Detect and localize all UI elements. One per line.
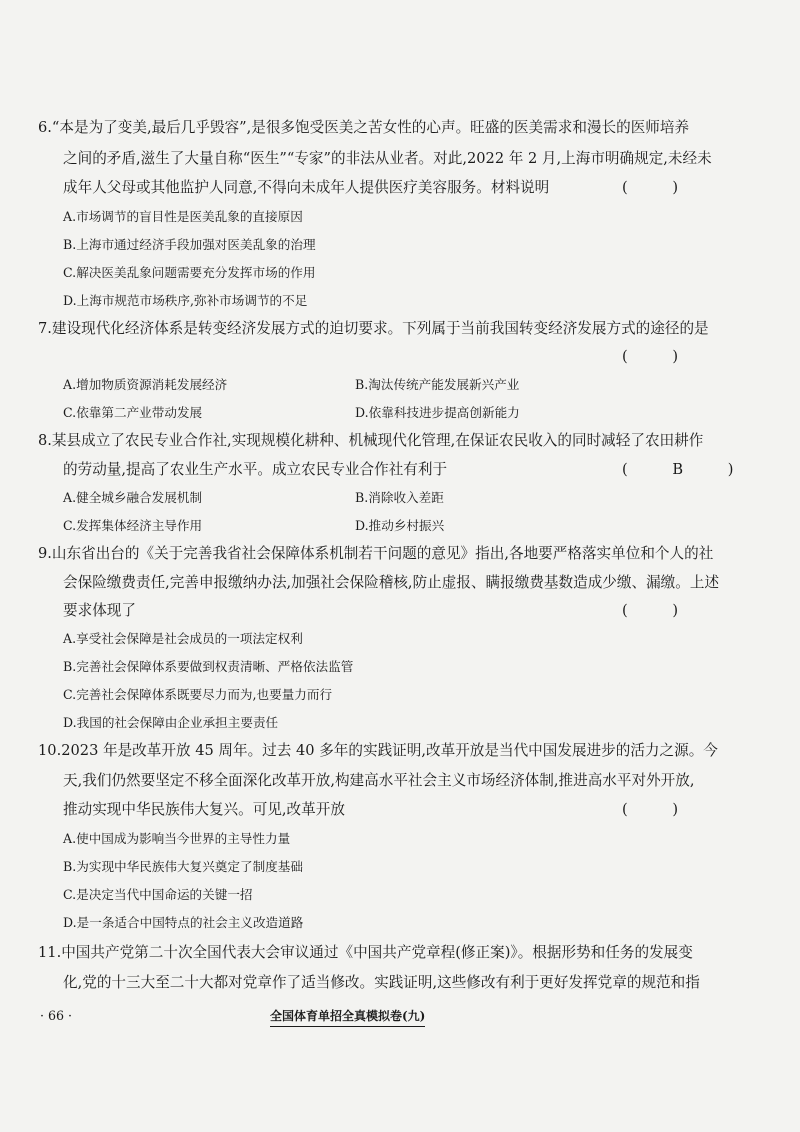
answer-bracket-10: ( ) [622,801,699,818]
question-11-stem-line-2: 化,党的十三大至二十大都对党章作了适当修改。实践证明,这些修改有利于更好发挥党章的规范和指 [63,974,700,991]
question-8-option-d[interactable]: D.推动乡村振兴 [355,518,445,533]
question-8-stem-line-1: 8.某县成立了农民专业合作社,实现规模化耕种、机械现代化管理,在保证农民收入的同时减轻了农田耕作 [38,432,704,449]
question-10-option-a[interactable]: A.使中国成为影响当今世界的主导性力量 [63,831,291,846]
question-8-option-a[interactable]: A.健全城乡融合发展机制 [63,490,203,505]
question-8-option-b[interactable]: B.消除收入差距 [355,490,444,505]
question-10-option-b[interactable]: B.为实现中华民族伟大复兴奠定了制度基础 [63,859,303,874]
page-number: · 66 · [40,1008,73,1023]
answer-bracket-9: ( ) [622,602,699,619]
question-7-option-c[interactable]: C.依靠第二产业带动发展 [63,405,203,420]
answer-bracket-6: ( ) [622,179,699,196]
question-9-option-d[interactable]: D.我国的社会保障由企业承担主要责任 [63,715,279,730]
question-9-option-a[interactable]: A.享受社会保障是社会成员的一项法定权利 [63,631,303,646]
question-9-stem-line-3: 要求体现了 [63,602,136,619]
question-7-stem-line-1: 7.建设现代化经济体系是转变经济发展方式的迫切要求。下列属于当前我国转变经济发展方式的途径的是 [38,320,709,337]
question-8-option-c[interactable]: C.发挥集体经济主导作用 [63,518,203,533]
question-9-stem-line-1: 9.山东省出台的《关于完善我省社会保障体系机制若干问题的意见》指出,各地要严格落实单位和个人的社 [38,545,714,562]
question-8-stem-line-2: 的劳动量,提高了农业生产水平。成立农民专业合作社有利于 [63,461,448,478]
exam-title: 全国体育单招全真模拟卷(九) [270,1006,425,1027]
question-9-stem-line-2: 会保险缴费责任,完善申报缴纳办法,加强社会保险稽核,防止虚报、瞒报缴费基数造成少缴、漏缴。上述 [63,574,720,591]
question-10-stem-line-3: 推动实现中华民族伟大复兴。可见,改革开放 [63,801,345,818]
question-6-stem-line-2: 之间的矛盾,滋生了大量自称“医生”“专家”的非法从业者。对此,2022 年 2 月,上海市明确规定,未经未 [63,150,712,167]
question-6-stem-line-1: 6.“本是为了变美,最后几乎毁容”,是很多饱受医美之苦女性的心声。旺盛的医美需求和漫长的医师培养 [38,119,690,136]
question-9-option-b[interactable]: B.完善社会保障体系要做到权责清晰、严格依法监管 [63,659,354,674]
answer-bracket-7: ( ) [622,348,699,365]
question-7-option-a[interactable]: A.增加物质资源消耗发展经济 [63,377,228,392]
question-9-option-c[interactable]: C.完善社会保障体系既要尽力而为,也要量力而行 [63,687,333,702]
question-6-option-c[interactable]: C.解决医美乱象问题需要充分发挥市场的作用 [63,265,316,280]
question-6-option-a[interactable]: A.市场调节的盲目性是医美乱象的直接原因 [63,209,303,224]
question-10-option-d[interactable]: D.是一条适合中国特点的社会主义改造道路 [63,915,304,930]
question-10-option-c[interactable]: C.是决定当代中国命运的关键一招 [63,887,253,902]
question-7-option-b[interactable]: B.淘汰传统产能发展新兴产业 [355,377,520,392]
question-10-stem-line-1: 10.2023 年是改革开放 45 周年。过去 40 多年的实践证明,改革开放是当代中国发展进步的活力之源。今 [38,742,718,759]
question-6-option-b[interactable]: B.上海市通过经济手段加强对医美乱象的治理 [63,237,316,252]
question-6-stem-line-3: 成年人父母或其他监护人同意,不得向未成年人提供医疗美容服务。材料说明 [63,179,550,196]
question-10-stem-line-2: 天,我们仍然要坚定不移全面深化改革开放,构建高水平社会主义市场经济体制,推进高水平对外开放, [63,772,695,789]
question-6-option-d[interactable]: D.上海市规范市场秩序,弥补市场调节的不足 [63,293,308,308]
question-11-stem-line-1: 11.中国共产党第二十次全国代表大会审议通过《中国共产党章程(修正案)》。根据形势和任务的发展变 [38,944,693,961]
question-7-option-d[interactable]: D.依靠科技进步提高创新能力 [355,405,520,420]
answer-bracket-8: ( B ) [622,461,754,478]
